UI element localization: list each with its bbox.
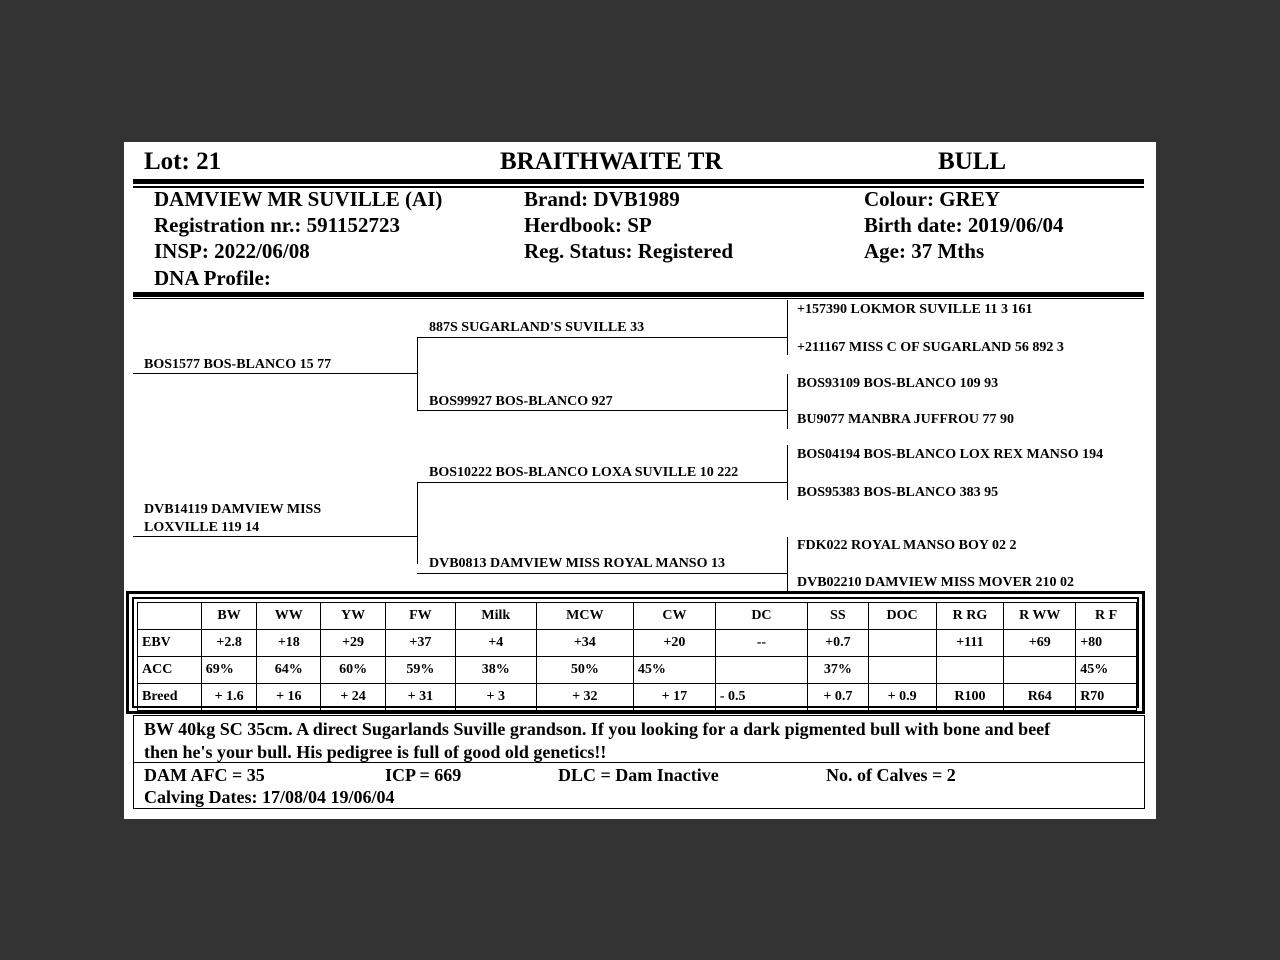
animal-name: DAMVIEW MR SUVILLE (AI) bbox=[154, 187, 443, 211]
table-cell: 64% bbox=[257, 657, 321, 684]
sire-dam-line bbox=[417, 410, 787, 411]
no-of-calves: No. of Calves = 2 bbox=[826, 765, 956, 785]
header-cell-fw: FW bbox=[385, 603, 455, 630]
sire-sire-name: 887S SUGARLAND'S SUVILLE 33 bbox=[429, 320, 645, 335]
table-cell: + 17 bbox=[633, 684, 715, 711]
ggp-4: BU9077 MANBRA JUFFROU 77 90 bbox=[797, 412, 1014, 427]
remarks-line1: BW 40kg SC 35cm. A direct Sugarlands Suville grandson. If you looking for a dark pigmented bull with bone and beef bbox=[144, 719, 1051, 739]
seller-name: BRAITHWAITE TR bbox=[500, 148, 723, 175]
header-cell-ss: SS bbox=[807, 603, 868, 630]
table-cell: -- bbox=[715, 630, 807, 657]
table-cell: 37% bbox=[807, 657, 868, 684]
dam-dam-name: DVB0813 DAMVIEW MISS ROYAL MANSO 13 bbox=[429, 556, 725, 571]
table-cell: + 32 bbox=[536, 684, 633, 711]
table-cell: +37 bbox=[385, 630, 455, 657]
registration-number: Registration nr.: 591152723 bbox=[154, 213, 400, 237]
table-cell bbox=[715, 657, 807, 684]
dam-dam-line bbox=[417, 573, 787, 574]
table-cell: +34 bbox=[536, 630, 633, 657]
header-cell-rww: R WW bbox=[1004, 603, 1076, 630]
lot-number: Lot: 21 bbox=[144, 148, 222, 175]
header-cell-bw: BW bbox=[201, 603, 257, 630]
table-cell: 69% bbox=[201, 657, 257, 684]
table-cell bbox=[936, 657, 1004, 684]
sire-line bbox=[133, 373, 417, 374]
table-cell: + 24 bbox=[321, 684, 386, 711]
table-cell: + 31 bbox=[385, 684, 455, 711]
header-cell-ww: WW bbox=[257, 603, 321, 630]
row-label-ebv: EBV bbox=[138, 630, 202, 657]
ggp-8: DVB02210 DAMVIEW MISS MOVER 210 02 bbox=[797, 575, 1075, 590]
table-cell: +111 bbox=[936, 630, 1004, 657]
table-cell: + 1.6 bbox=[201, 684, 257, 711]
dam-bracket bbox=[417, 482, 418, 564]
dna-profile: DNA Profile: bbox=[154, 266, 271, 290]
ebv-row bbox=[138, 630, 1137, 657]
icp: ICP = 669 bbox=[385, 765, 462, 785]
header-cell-mcw: MCW bbox=[536, 603, 633, 630]
table-cell: 59% bbox=[385, 657, 455, 684]
sire-bracket bbox=[417, 337, 418, 410]
header-cell-rf: R F bbox=[1076, 603, 1137, 630]
ggp-bracket-1 bbox=[787, 300, 788, 355]
header-cell-rrg: R RG bbox=[936, 603, 1004, 630]
ggp-6: BOS95383 BOS-BLANCO 383 95 bbox=[797, 485, 999, 500]
table-cell: +29 bbox=[321, 630, 386, 657]
table-cell: +0.7 bbox=[807, 630, 868, 657]
table-cell: +69 bbox=[1004, 630, 1076, 657]
ggp-2: +211167 MISS C OF SUGARLAND 56 892 3 bbox=[797, 340, 1064, 355]
table-cell: + 0.7 bbox=[807, 684, 868, 711]
ebv-header-row bbox=[138, 603, 1137, 630]
herdbook: Herdbook: SP bbox=[524, 213, 652, 237]
colour: Colour: GREY bbox=[864, 187, 1000, 211]
table-cell bbox=[1004, 657, 1076, 684]
table-cell: R64 bbox=[1004, 684, 1076, 711]
sire-name: BOS1577 BOS-BLANCO 15 77 bbox=[144, 357, 332, 372]
table-cell bbox=[868, 630, 936, 657]
header-cell-corner bbox=[138, 603, 202, 630]
sire-dam-name: BOS99927 BOS-BLANCO 927 bbox=[429, 394, 613, 409]
header-cell-dc: DC bbox=[715, 603, 807, 630]
table-cell: +4 bbox=[455, 630, 536, 657]
row-label-acc: ACC bbox=[138, 657, 202, 684]
sire-sire-line bbox=[417, 337, 787, 338]
table-cell: + 3 bbox=[455, 684, 536, 711]
dlc: DLC = Dam Inactive bbox=[558, 765, 719, 785]
table-cell: R70 bbox=[1076, 684, 1137, 711]
table-cell: +18 bbox=[257, 630, 321, 657]
age: Age: 37 Mths bbox=[864, 239, 985, 263]
insp-date: INSP: 2022/06/08 bbox=[154, 239, 310, 263]
breed-row bbox=[138, 684, 1137, 711]
lot-card bbox=[124, 142, 1156, 819]
acc-row bbox=[138, 657, 1137, 684]
ggp-5: BOS04194 BOS-BLANCO LOX REX MANSO 194 bbox=[797, 447, 1104, 462]
table-cell: R100 bbox=[936, 684, 1004, 711]
row-label-breed: Breed bbox=[138, 684, 202, 711]
dam-afc: DAM AFC = 35 bbox=[144, 765, 265, 785]
ggp-bracket-2 bbox=[787, 374, 788, 429]
ggp-3: BOS93109 BOS-BLANCO 109 93 bbox=[797, 376, 999, 391]
brand: Brand: DVB1989 bbox=[524, 187, 680, 211]
ggp-bracket-4 bbox=[787, 537, 788, 592]
dam-sire-line bbox=[417, 482, 787, 483]
table-cell: - 0.5 bbox=[715, 684, 807, 711]
ebv-table bbox=[137, 602, 1137, 711]
dam-name-line1: DVB14119 DAMVIEW MISS bbox=[144, 502, 322, 517]
header-cell-milk: Milk bbox=[455, 603, 536, 630]
table-cell: +20 bbox=[633, 630, 715, 657]
table-cell: + 16 bbox=[257, 684, 321, 711]
table-cell: 45% bbox=[1076, 657, 1137, 684]
dam-name-line2: LOXVILLE 119 14 bbox=[144, 520, 260, 535]
ggp-7: FDK022 ROYAL MANSO BOY 02 2 bbox=[797, 538, 1017, 553]
table-cell: 45% bbox=[633, 657, 715, 684]
table-cell: +80 bbox=[1076, 630, 1137, 657]
dam-sire-name: BOS10222 BOS-BLANCO LOXA SUVILLE 10 222 bbox=[429, 465, 739, 480]
header-cell-doc: DOC bbox=[868, 603, 936, 630]
ggp-bracket-3 bbox=[787, 445, 788, 500]
ggp-1: +157390 LOKMOR SUVILLE 11 3 161 bbox=[797, 302, 1033, 317]
table-cell: + 0.9 bbox=[868, 684, 936, 711]
reg-status: Reg. Status: Registered bbox=[524, 239, 733, 263]
info-divider-thick bbox=[133, 292, 1144, 297]
animal-type: BULL bbox=[938, 148, 1007, 175]
header-divider-thick bbox=[133, 179, 1144, 184]
table-cell: 60% bbox=[321, 657, 386, 684]
calving-dates: Calving Dates: 17/08/04 19/06/04 bbox=[144, 787, 395, 807]
remarks-line2: then he's your bull. His pedigree is full of good old genetics!! bbox=[144, 742, 607, 762]
header-cell-cw: CW bbox=[633, 603, 715, 630]
dam-line bbox=[133, 536, 417, 537]
info-divider-thin bbox=[133, 298, 1144, 299]
birth-date: Birth date: 2019/06/04 bbox=[864, 213, 1064, 237]
table-cell: +2.8 bbox=[201, 630, 257, 657]
header-cell-yw: YW bbox=[321, 603, 386, 630]
table-cell: 50% bbox=[536, 657, 633, 684]
table-cell bbox=[868, 657, 936, 684]
table-cell: 38% bbox=[455, 657, 536, 684]
